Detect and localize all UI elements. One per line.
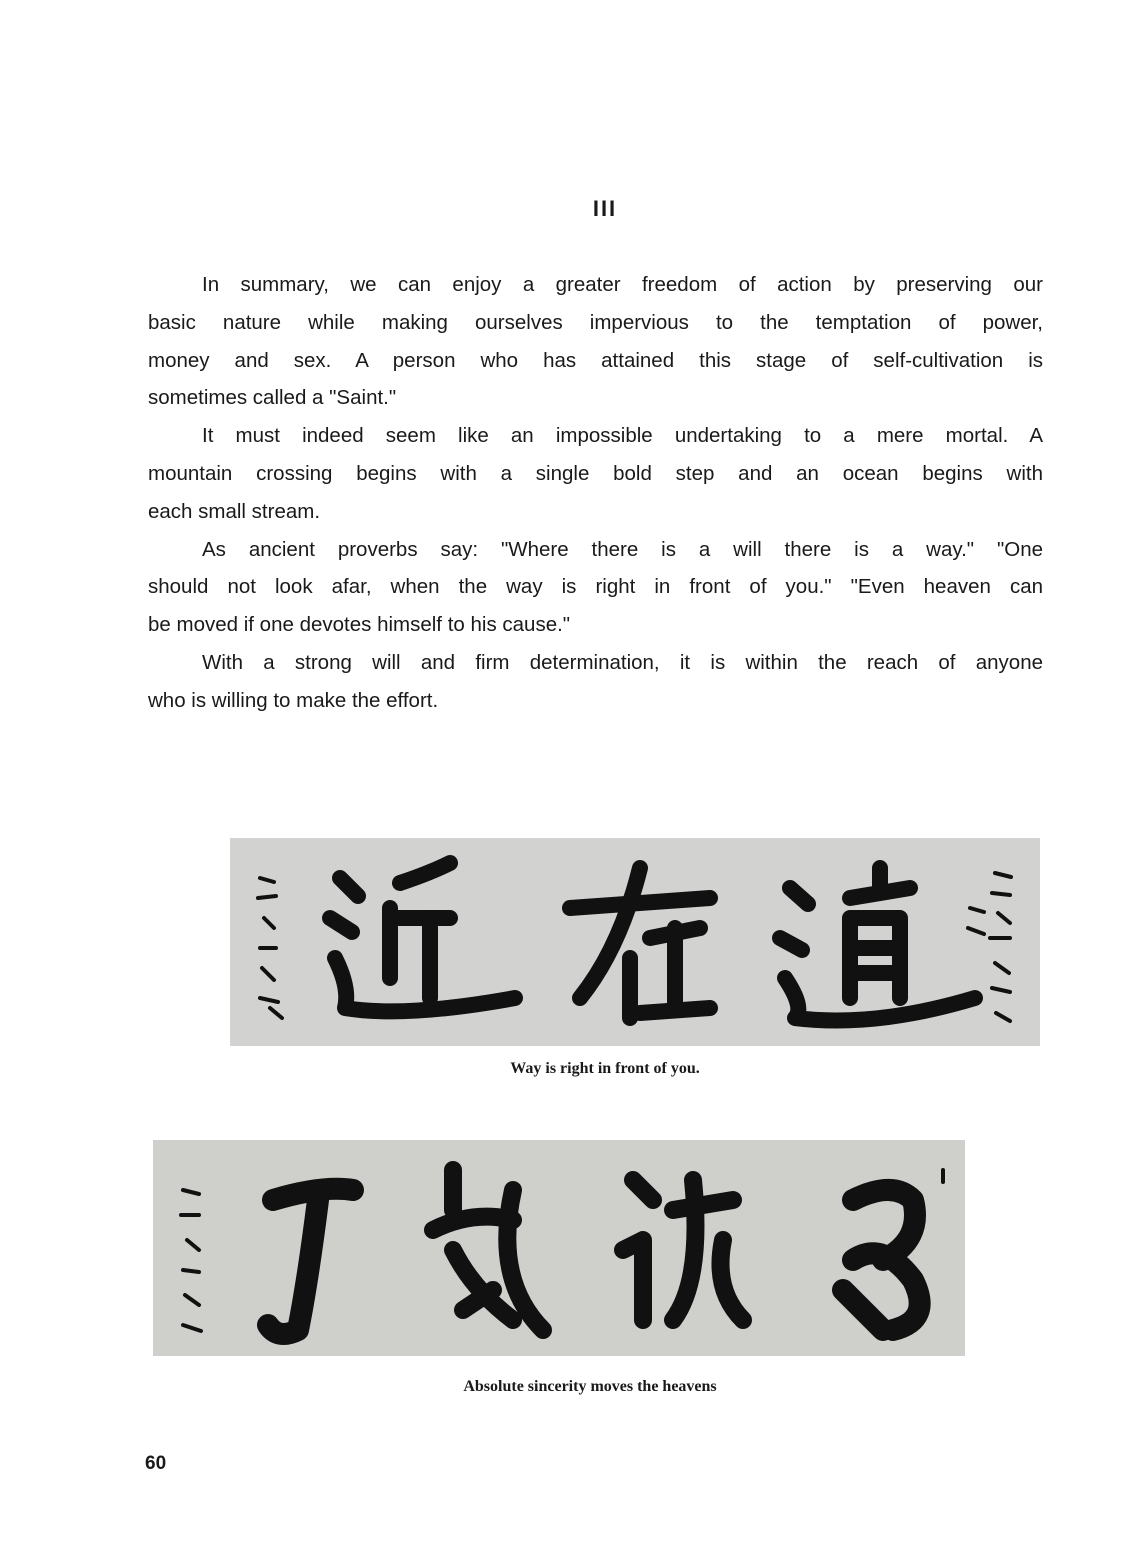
text-line: In summary, we can enjoy a greater freedom of action by preserving our	[202, 273, 1043, 296]
text-line: each small stream.	[148, 499, 321, 523]
calligraphy-image-sincerity-moves-heaven	[153, 1140, 965, 1356]
paragraph	[148, 644, 1043, 720]
paragraph	[148, 266, 1043, 417]
body-text	[148, 266, 1043, 720]
paragraph	[148, 417, 1043, 530]
text-line: basic nature while making ourselves impervious to the temptation of power,	[148, 310, 1043, 334]
text-line: With a strong will and firm determination, it is within the reach of anyone	[202, 650, 1043, 674]
page-number: 60	[145, 1453, 167, 1474]
text-line: should not look afar, when the way is right in front of you." "Even heaven can	[148, 575, 1043, 599]
text-line: As ancient proverbs say: "Where there is a will there is a way." "One	[202, 537, 1043, 561]
text-line: money and sex. A person who has attained this stage of self-cultivation is	[148, 348, 1043, 372]
paragraph	[148, 531, 1043, 644]
calligraphy-artwork	[153, 1140, 965, 1356]
section-heading: III	[592, 196, 618, 221]
text-line: be moved if one devotes himself to his cause."	[148, 613, 571, 637]
figure-caption: Way is right in front of you.	[510, 1060, 700, 1077]
figure-caption: Absolute sincerity moves the heavens	[463, 1378, 717, 1395]
text-line: It must indeed seem like an impossible undertaking to a mere mortal. A	[202, 424, 1043, 448]
calligraphy-image-way-is-near	[230, 838, 1040, 1046]
text-line: mountain crossing begins with a single bold step and an ocean begins with	[148, 461, 1043, 485]
text-line: who is willing to make the effort.	[148, 688, 439, 712]
calligraphy-artwork	[230, 838, 1040, 1046]
text-line: sometimes called a "Saint."	[148, 386, 397, 410]
